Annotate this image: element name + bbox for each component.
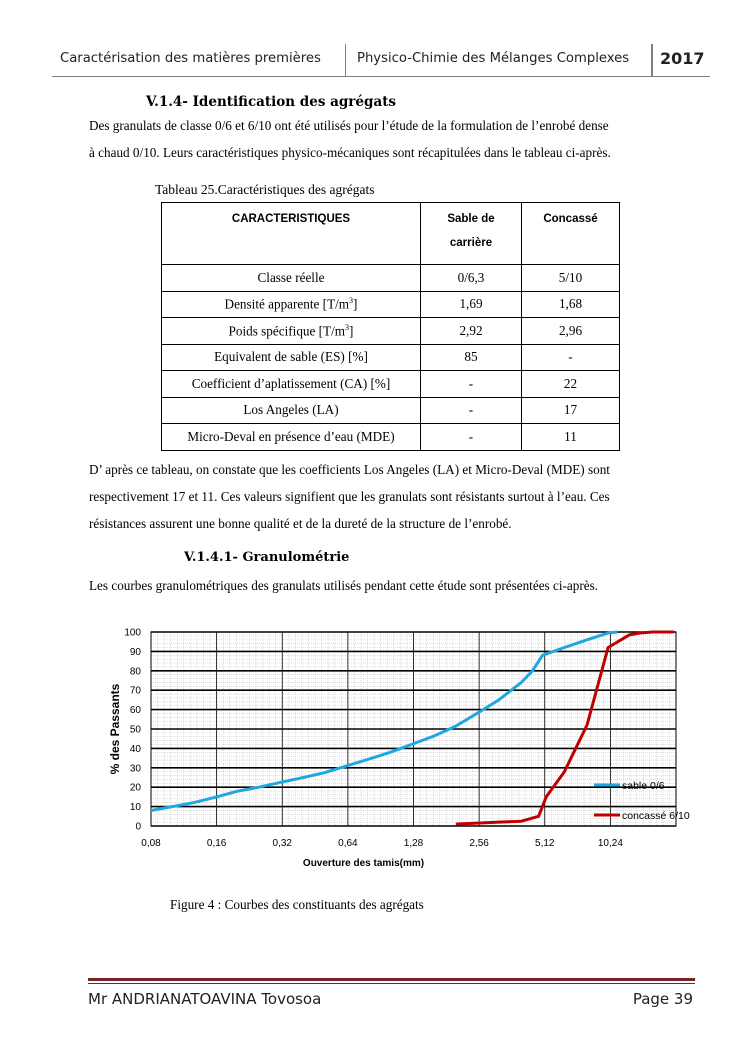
value-cell-concasse: 5/10 xyxy=(522,265,620,292)
row-label-cell xyxy=(162,424,421,451)
value-cell-sable: 0/6,3 xyxy=(421,265,522,292)
value-cell-sable: - xyxy=(421,424,522,451)
row-label: Micro-Deval en présence d’eau (MDE) xyxy=(187,428,395,444)
value-cell-sable: - xyxy=(421,371,522,398)
legend-label: concassé 6/10 xyxy=(622,810,690,822)
header-separator xyxy=(651,44,653,76)
section-title: V.1.4- Identification des agrégats xyxy=(146,94,397,110)
y-tick-label: 30 xyxy=(129,763,141,775)
analysis-line: respectivement 17 et 11. Ces valeurs signifient que les granulats sont résistants surtout à l’eau. Ces xyxy=(89,489,610,504)
table-row xyxy=(162,397,620,424)
x-axis-title: Ouverture des tamis(mm) xyxy=(302,858,425,869)
value-cell-concasse: 22 xyxy=(522,371,620,398)
row-label-cell xyxy=(162,318,421,345)
header-left-title: Caractérisation des matières premières xyxy=(60,51,321,66)
y-tick-label: 80 xyxy=(129,666,141,678)
value-cell-sable: 85 xyxy=(421,344,522,371)
legend-label: sable 0/6 xyxy=(622,780,665,792)
row-label-cell xyxy=(162,371,421,398)
footer-author: Mr ANDRIANATOAVINA Tovosoa xyxy=(88,990,322,1008)
intro-line: à chaud 0/10. Leurs caractéristiques physico-mécaniques sont récapitulées dans le tableau ci-après. xyxy=(89,145,611,160)
x-tick-label: 0,32 xyxy=(272,838,292,849)
analysis-line: résistances assurent une bonne qualité et de la dureté de la structure de l’enrobé. xyxy=(89,516,512,531)
x-tick-label: 1,28 xyxy=(403,838,424,849)
row-label: Densité apparente [T/m xyxy=(224,296,350,312)
characteristics-table xyxy=(161,202,620,451)
header-separator xyxy=(345,44,346,76)
table-header-cell xyxy=(421,203,522,265)
y-tick-label: 10 xyxy=(129,802,141,814)
table-caption: Tableau 25.Caractéristiques des agrégats xyxy=(155,182,375,197)
intro-paragraph xyxy=(89,112,699,166)
y-tick-label: 60 xyxy=(129,705,141,717)
footer-page-number: Page 39 xyxy=(632,990,693,1008)
row-label: Coefficient d’aplatissement (CA) [%] xyxy=(191,375,391,391)
row-label-cell xyxy=(162,397,421,424)
x-tick-label: 0,08 xyxy=(141,838,161,849)
y-tick-label: 40 xyxy=(129,743,141,755)
footer-rule xyxy=(88,978,695,981)
row-label-cell xyxy=(162,344,421,371)
value-cell-concasse: 1,68 xyxy=(522,291,620,318)
chart-svg xyxy=(100,622,700,872)
granulo-text: Les courbes granulométriques des granulats utilisés pendant cette étude sont présentées ci-après. xyxy=(89,578,599,593)
table-row xyxy=(162,265,620,292)
value-cell-sable: 1,69 xyxy=(421,291,522,318)
y-tick-label: 0 xyxy=(135,821,141,833)
x-tick-label: 2,56 xyxy=(469,838,489,849)
table-header-row xyxy=(162,203,620,265)
row-label-cell xyxy=(162,291,421,318)
value-cell-concasse: 2,96 xyxy=(522,318,620,345)
page-header xyxy=(52,44,710,77)
value-cell-concasse: 11 xyxy=(522,424,620,451)
y-axis-title: % des Passants xyxy=(108,683,122,775)
table-row xyxy=(162,344,620,371)
table-header-cell: CARACTERISTIQUES xyxy=(162,203,421,265)
y-tick-label: 20 xyxy=(129,782,141,794)
table-row xyxy=(162,291,620,318)
x-tick-label: 0,64 xyxy=(338,838,358,849)
unit-bracket: ] xyxy=(353,296,358,312)
analysis-line: D’ après ce tableau, on constate que les coefficients Los Angeles (LA) et Micro-Deval (MDE) sont xyxy=(89,462,610,477)
figure-caption: Figure 4 : Courbes des constituants des agrégats xyxy=(170,897,424,912)
series-line-concasse xyxy=(456,632,674,824)
x-tick-label: 10,24 xyxy=(597,838,623,849)
x-tick-label: 5,12 xyxy=(535,838,555,849)
unit-exponent: 3 xyxy=(349,296,354,306)
table-body xyxy=(162,265,620,451)
y-tick-label: 90 xyxy=(129,646,141,658)
table-header-text: Sable de carrière xyxy=(447,213,495,249)
header-center-title: Physico-Chimie des Mélanges Complexes xyxy=(357,51,630,66)
value-cell-concasse: - xyxy=(522,344,620,371)
unit-exponent: 3 xyxy=(345,322,350,332)
analysis-paragraph xyxy=(89,456,699,537)
table-header-cell: Concassé xyxy=(522,203,620,265)
row-label: Equivalent de sable (ES) [%] xyxy=(214,349,368,365)
y-tick-label: 100 xyxy=(124,627,141,639)
y-tick-label: 70 xyxy=(129,685,141,697)
row-label: Classe réelle xyxy=(257,269,325,285)
value-cell-sable: 2,92 xyxy=(421,318,522,345)
row-label-cell xyxy=(162,265,421,292)
y-tick-label: 50 xyxy=(129,724,141,736)
row-label: Los Angeles (LA) xyxy=(243,402,339,418)
row-label: Poids spécifique [T/m xyxy=(228,322,346,338)
header-year: 2017 xyxy=(660,49,705,68)
table-row xyxy=(162,371,620,398)
subsection-title: V.1.4.1- Granulométrie xyxy=(184,550,350,565)
value-cell-sable: - xyxy=(421,397,522,424)
x-tick-label: 0,16 xyxy=(206,838,227,849)
granulometry-chart xyxy=(100,622,700,877)
footer-rule xyxy=(88,983,695,984)
value-cell-concasse: 17 xyxy=(522,397,620,424)
table-row xyxy=(162,318,620,345)
unit-bracket: ] xyxy=(349,322,354,338)
intro-line: Des granulats de classe 0/6 et 6/10 ont été utilisés pour l’étude de la formulation de l’enrobé dense xyxy=(89,118,609,133)
table-row xyxy=(162,424,620,451)
